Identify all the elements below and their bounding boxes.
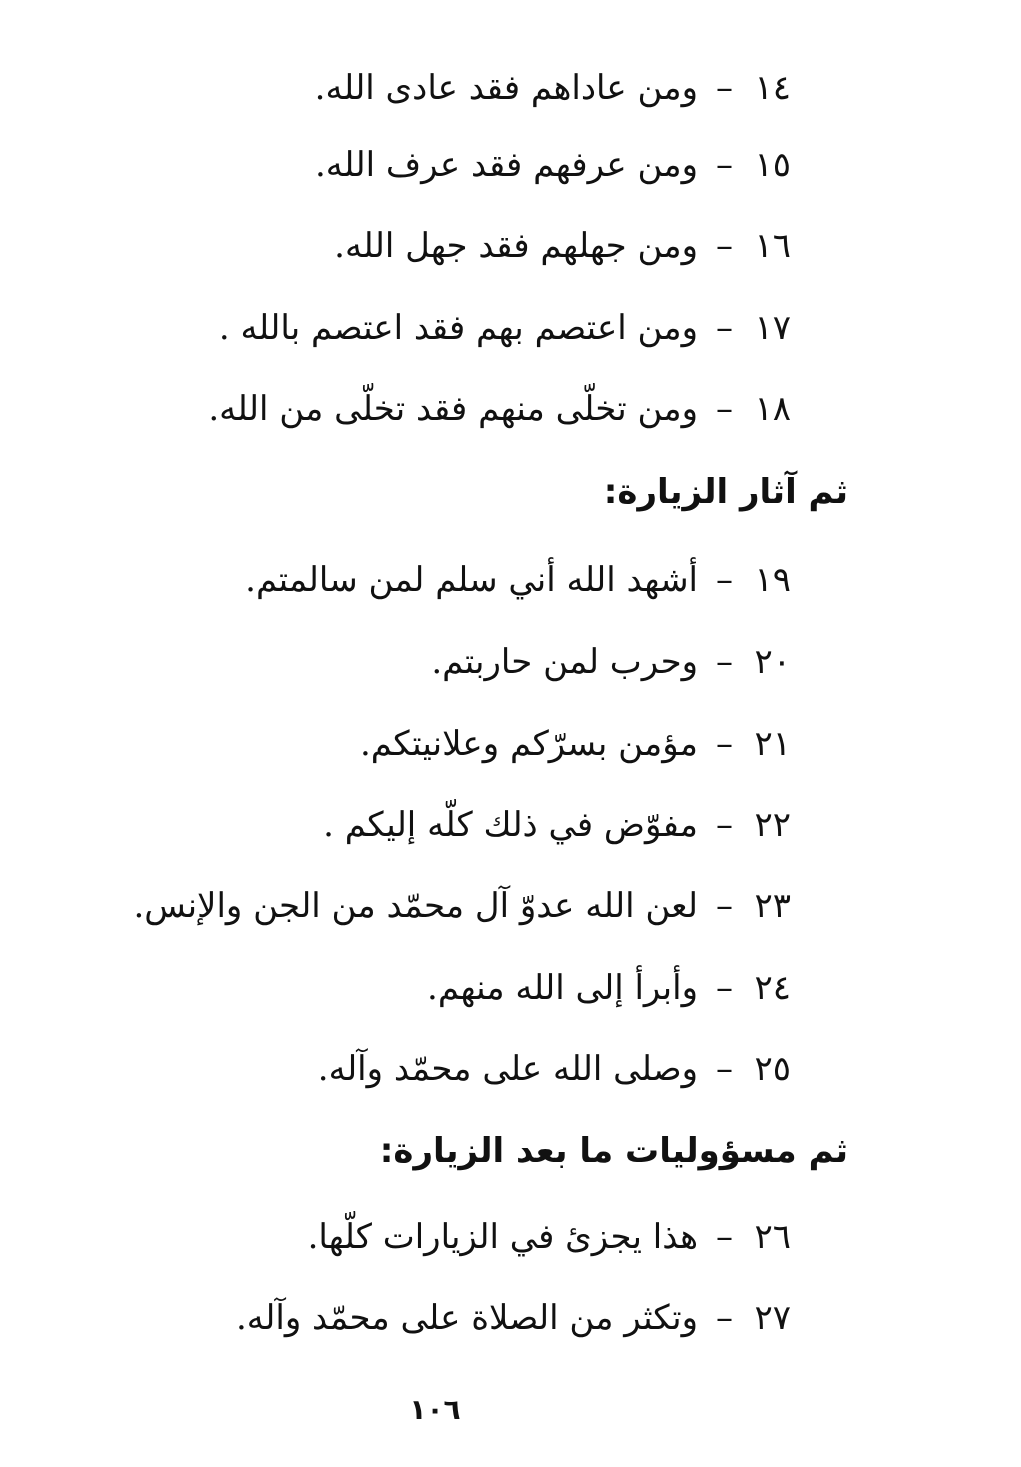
item-dash: – <box>716 308 733 348</box>
item-dash: – <box>716 1049 733 1089</box>
item-dash: – <box>716 226 733 266</box>
item-text: ومن تخلّى منهم فقد تخلّى من الله. <box>208 389 698 429</box>
item-number: ٢٧ <box>754 1298 791 1338</box>
list-item <box>208 385 791 433</box>
item-dash: – <box>716 805 733 845</box>
item-number: ٢٠ <box>754 642 791 682</box>
section-heading-effects: ثم آثار الزيارة: <box>603 472 848 512</box>
list-item <box>315 141 791 189</box>
item-text: هذا يجزئ في الزيارات كلّها. <box>307 1217 698 1257</box>
list-item <box>219 304 791 352</box>
page-number: ١٠٦ <box>409 1393 461 1426</box>
item-text: وأبرأ إلى الله منهم. <box>427 968 698 1008</box>
item-number: ٢٢ <box>754 805 791 845</box>
item-number: ٢٦ <box>754 1217 791 1257</box>
item-text: لعن الله عدوّ آل محمّد من الجن والإنس. <box>133 886 698 926</box>
item-number: ١٨ <box>754 389 791 429</box>
item-dash: – <box>716 389 733 429</box>
item-text: وتكثر من الصلاة على محمّد وآله. <box>235 1298 698 1338</box>
item-text: وحرب لمن حاربتم. <box>431 642 698 682</box>
list-item <box>323 801 791 849</box>
item-text: ومن جهلهم فقد جهل الله. <box>334 226 698 266</box>
item-number: ٢٣ <box>754 886 791 926</box>
item-number: ٢٥ <box>754 1049 791 1089</box>
item-dash: – <box>716 560 733 600</box>
item-text: مؤمن بسرّكم وعلانيتكم. <box>359 724 698 764</box>
list-item <box>315 64 791 112</box>
list-item <box>334 222 791 270</box>
item-dash: – <box>716 1217 733 1257</box>
item-dash: – <box>716 145 733 185</box>
item-dash: – <box>716 642 733 682</box>
item-number: ١٤ <box>754 68 791 108</box>
item-number: ١٥ <box>754 145 791 185</box>
item-number: ١٩ <box>754 560 791 600</box>
item-dash: – <box>716 968 733 1008</box>
item-text: مفوّض في ذلك كلّه إليكم . <box>323 805 698 845</box>
item-dash: – <box>716 886 733 926</box>
list-item <box>245 556 791 604</box>
item-text: ومن اعتصم بهم فقد اعتصم بالله . <box>218 308 698 348</box>
item-dash: – <box>716 1298 733 1338</box>
item-number: ٢٤ <box>754 968 791 1008</box>
item-text: ومن عاداهم فقد عادى الله. <box>314 68 698 108</box>
item-text: وصلى الله على محمّد وآله. <box>317 1049 698 1089</box>
list-item <box>318 1045 791 1093</box>
list-item <box>308 1213 791 1261</box>
item-dash: – <box>716 68 733 108</box>
list-item <box>133 882 791 930</box>
list-item <box>360 720 791 768</box>
list-item <box>431 638 791 686</box>
item-number: ١٦ <box>754 226 791 266</box>
item-dash: – <box>716 724 733 764</box>
item-text: ومن عرفهم فقد عرف الله. <box>314 145 698 185</box>
list-item <box>236 1294 791 1342</box>
item-number: ٢١ <box>754 724 791 764</box>
item-text: أشهد الله أني سلم لمن سالمتم. <box>245 560 698 600</box>
item-number: ١٧ <box>754 308 791 348</box>
section-heading-responsibilities: ثم مسؤوليات ما بعد الزيارة: <box>379 1131 848 1171</box>
list-item <box>427 964 791 1012</box>
